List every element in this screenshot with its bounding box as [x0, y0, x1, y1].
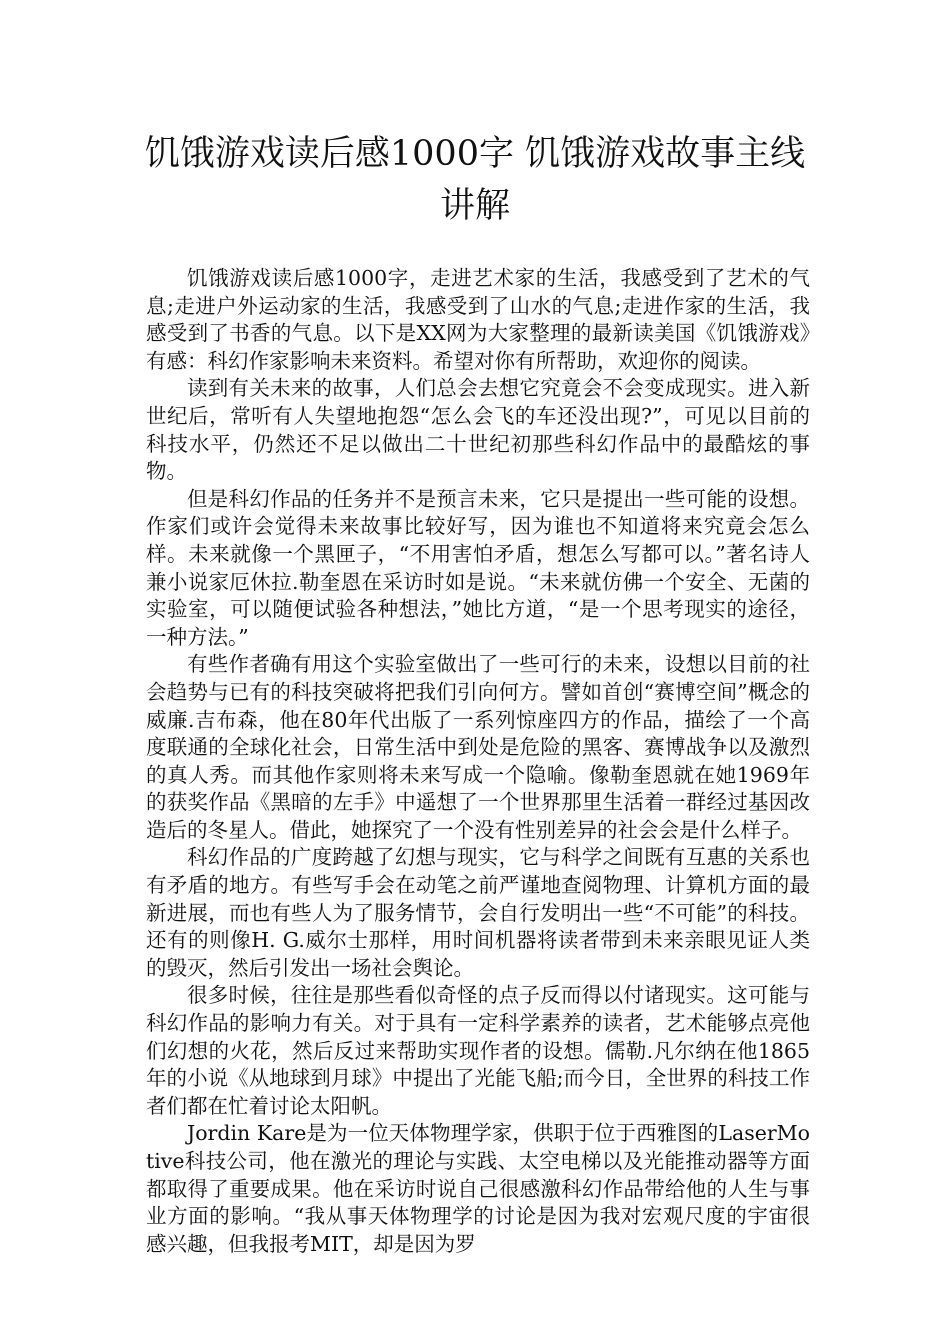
paragraph: 科幻作品的广度跨越了幻想与现实，它与科学之间既有互惠的关系也有矛盾的地方。有些写手会在动笔之前严谨地查阅物理、计算机方面的最新进展，而也有些人为了服务情节，会自行发明出一些“不可能”的科技。还有的则像H. G.威尔士那样，用时间机器将读者带到未来亲眼见证人类的毁灭，然后引发出一场社会舆论。	[146, 845, 810, 980]
paragraph: 有些作者确有用这个实验室做出了一些可行的未来，设想以目前的社会趋势与已有的科技突破将把我们引向何方。譬如首创“赛博空间”概念的威廉.吉布森，他在80年代出版了一系列惊座四方的作品，描绘了一个高度联通的全球化社会，日常生活中到处是危险的黑客、赛博战争以及激烈的真人秀。而其他作家则将未来写成一个隐喻。像勒奎恩就在她1969年的获奖作品《黑暗的左手》中遥想了一个世界那里生活着一群经过基因改造后的冬星人。借此，她探究了一个没有性别差异的社会会是什么样子。	[146, 652, 810, 842]
paragraph: 很多时候，往往是那些看似奇怪的点子反而得以付诸现实。这可能与科幻作品的影响力有关。对于具有一定科学素养的读者，艺术能够点亮他们幻想的火花，然后反过来帮助实现作者的设想。儒勒.凡尔纳在他1865年的小说《从地球到月球》中提出了光能飞船;而今日，全世界的科技工作者们都在忙着讨论太阳帆。	[146, 983, 810, 1118]
document-body	[146, 265, 810, 1258]
paragraph: 饥饿游戏读后感1000字，走进艺术家的生活，我感受到了艺术的气息;走进户外运动家的生活，我感受到了山水的气息;走进作家的生活，我感受到了书香的气息。以下是XX网为大家整理的最新读美国《饥饿游戏》有感：科幻作家影响未来资料。希望对你有所帮助，欢迎你的阅读。	[146, 266, 810, 373]
paragraph: 但是科幻作品的任务并不是预言未来，它只是提出一些可能的设想。作家们或许会觉得未来故事比较好写，因为谁也不知道将来究竟会怎么样。未来就像一个黑匣子，“不用害怕矛盾，想怎么写都可以。”著名诗人兼小说家厄休拉.勒奎恩在采访时如是说。“未来就仿佛一个安全、无菌的实验室，可以随便试验各种想法，”她比方道，“是一个思考现实的途径，一种方法。”	[146, 486, 810, 649]
paragraph: Jordin Kare是为一位天体物理学家，供职于位于西雅图的LaserMotive科技公司，他在激光的理论与实践、太空电梯以及光能推动器等方面都取得了重要成果。他在采访时说自己很感激科幻作品带给他的人生与事业方面的影响。“我从事天体物理学的讨论是因为我对宏观尺度的宇宙很感兴趣，但我报考MIT，却是因为罗	[146, 1121, 810, 1256]
paragraph: 读到有关未来的故事，人们总会去想它究竟会不会变成现实。进入新世纪后，常听有人失望地抱怨“怎么会飞的车还没出现?”，可见以目前的科技水平，仍然还不足以做出二十世纪初那些科幻作品中的最酷炫的事物。	[146, 376, 810, 484]
document-title: 饥饿游戏读后感1000字 饥饿游戏故事主线讲解	[144, 134, 806, 226]
